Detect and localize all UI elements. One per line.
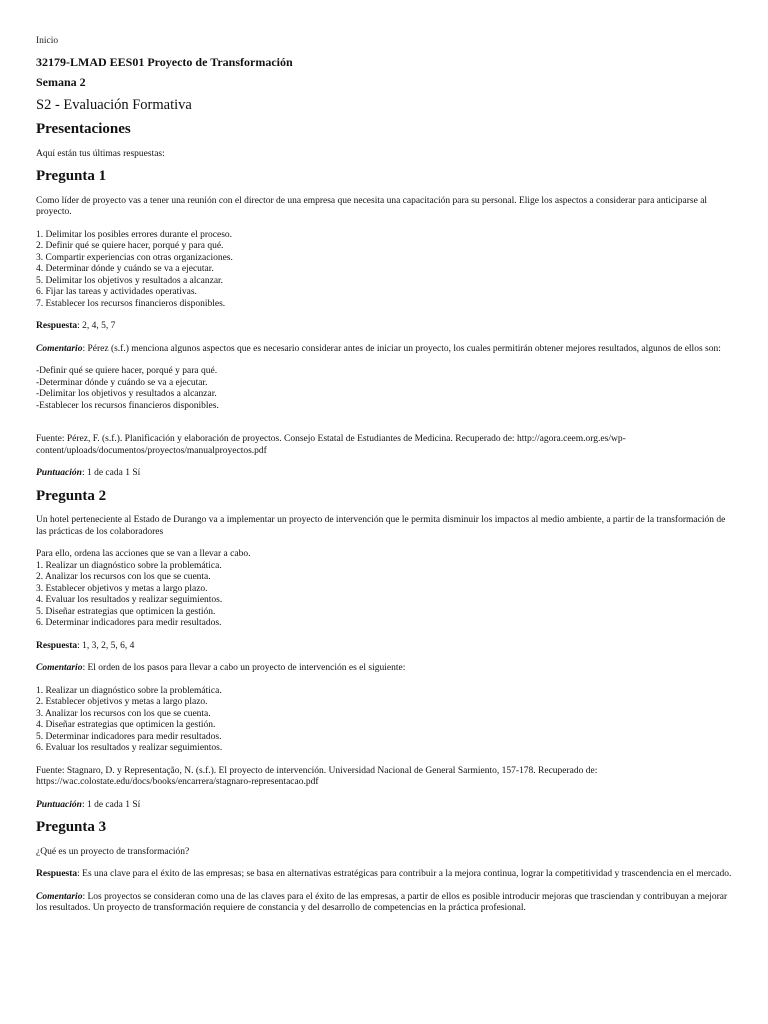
question-2 — [36, 487, 738, 812]
option-item: 2. Analizar los recursos con los que se cuenta. — [36, 572, 211, 582]
question-1-options — [36, 230, 738, 311]
comment-list-item: 4. Diseñar estrategias que optimicen la gestión. — [36, 720, 216, 730]
option-item: 2. Definir qué se quiere hacer, porqué y para qué. — [36, 241, 224, 251]
question-1-score — [36, 468, 738, 480]
breadcrumb-home-link[interactable]: Inicio — [36, 36, 59, 46]
score-label: Puntuación — [36, 468, 82, 478]
answer-label: Respuesta — [36, 640, 78, 651]
question-2-answer — [36, 641, 738, 653]
comment-list-item: -Establecer los recursos financieros disponibles. — [36, 400, 219, 411]
comment-label: Comentario — [36, 343, 83, 354]
question-2-title: Pregunta 2 — [36, 487, 107, 504]
comment-list-item: -Determinar dónde y cuándo se va a ejecutar. — [36, 377, 208, 388]
question-2-prompt: Un hotel perteneciente al Estado de Durango va a implementar un proyecto de intervención que le permita disminuir los impactos al medio ambiente, a partir de la transformación de las prácticas de los colaboradores — [36, 515, 726, 537]
question-2-comment-list — [36, 686, 738, 755]
comment-list-item: 5. Determinar indicadores para medir resultados. — [36, 731, 222, 742]
question-3-comment — [36, 892, 738, 915]
answer-label: Respuesta — [36, 321, 78, 331]
option-item: 6. Fijar las tareas y actividades operativas. — [36, 287, 197, 297]
answer-value: : 1, 3, 2, 5, 6, 4 — [77, 640, 135, 651]
question-2-comment — [36, 663, 738, 675]
comment-list-item: 1. Realizar un diagnóstico sobre la problemática. — [36, 685, 222, 696]
comment-list-item: -Delimitar los objetivos y resultados a alcanzar. — [36, 389, 217, 399]
score-label: Puntuación — [36, 799, 82, 810]
question-1-title: Pregunta 1 — [36, 168, 107, 184]
comment-text: : Los proyectos se consideran como una de las claves para el éxito de las empresas, a partir de ellos es posible introducir mejoras que trasciendan y contribuyan a mejorar los resultados. Un proyecto de transformación requiere de constancia y del desarrollo de competencias en la práctica profesional. — [36, 891, 728, 913]
question-1-comment — [36, 344, 738, 356]
question-1 — [36, 168, 738, 480]
question-1-prompt: Como líder de proyecto vas a tener una reunión con el director de una empresa que necesita una capacitación para su personal. Elige los aspectos a considerar para anticiparse al proyecto. — [36, 195, 708, 217]
breadcrumb — [36, 36, 738, 48]
answer-value: : 2, 4, 5, 7 — [77, 321, 116, 331]
answer-label: Respuesta — [36, 869, 78, 879]
question-2-source: Fuente: Stagnaro, D. y Representação, N. (s.f.). El proyecto de intervención. Universidad Nacional de General Sarmiento, 157-178. Recuperado de: https://wac.colostate.edu/docs/books/encarrera/stagnaro-representacao.pdf — [36, 765, 598, 787]
option-item: 5. Delimitar los objetivos y resultados a alcanzar. — [36, 275, 224, 286]
comment-list-item: 3. Analizar los recursos con los que se cuenta. — [36, 708, 211, 719]
score-value: : 1 de cada 1 Sí — [81, 799, 141, 810]
comment-list-item: -Definir qué se quiere hacer, porqué y para qué. — [36, 366, 218, 376]
question-3-title: Pregunta 3 — [36, 819, 107, 835]
question-1-comment-list — [36, 366, 738, 412]
option-item: 1. Realizar un diagnóstico sobre la problemática. — [36, 560, 222, 571]
activity-title: S2 - Evaluación Formativa — [36, 96, 192, 113]
option-item: 6. Determinar indicadores para medir resultados. — [36, 618, 222, 628]
question-3-prompt: ¿Qué es un proyecto de transformación? — [36, 846, 190, 857]
option-item: 5. Diseñar estrategias que optimicen la gestión. — [36, 606, 216, 617]
comment-label: Comentario — [36, 891, 83, 902]
answer-value: : Es una clave para el éxito de las empresas; se basa en alternativas estratégicas para contribuir a la mejora continua, lograr la competitividad y trascendencia en el mercado. — [77, 869, 732, 879]
comment-text: : Pérez (s.f.) menciona algunos aspectos que es necesario considerar antes de iniciar un proyecto, los cuales permitirán obtener mejores resultados, algunos de ellos son: — [82, 343, 721, 354]
comment-list-item: 2. Establecer objetivos y metas a largo plazo. — [36, 697, 208, 707]
question-2-instruction: Para ello, ordena las acciones que se van a llevar a cabo. — [36, 549, 251, 559]
week-title: Semana 2 — [36, 75, 86, 89]
comment-list-item: 6. Evaluar los resultados y realizar seguimientos. — [36, 743, 223, 753]
question-1-answer — [36, 321, 738, 333]
question-3-answer — [36, 869, 738, 881]
question-1-source: Fuente: Pérez, F. (s.f.). Planificación y elaboración de proyectos. Consejo Estatal de Estudiantes de Medicina. Recuperado de: http://agora.ceem.org.es/wp-content/uploads/documentos/proyectos/manualproyectos.pdf — [36, 434, 626, 456]
question-2-options — [36, 561, 738, 630]
intro-text: Aquí están tus últimas respuestas: — [36, 148, 165, 159]
section-title: Presentaciones — [36, 121, 131, 137]
option-item: 4. Evaluar los resultados y realizar seguimientos. — [36, 595, 223, 605]
course-title: 32179-LMAD EES01 Proyecto de Transformación — [36, 54, 293, 69]
option-item: 3. Compartir experiencias con otras organizaciones. — [36, 252, 233, 263]
option-item: 7. Establecer los recursos financieros disponibles. — [36, 298, 226, 309]
question-2-score — [36, 800, 738, 812]
score-value: : 1 de cada 1 Sí — [81, 468, 141, 478]
question-3 — [36, 819, 738, 915]
option-item: 1. Delimitar los posibles errores durante el proceso. — [36, 229, 233, 240]
option-item: 3. Establecer objetivos y metas a largo plazo. — [36, 583, 208, 594]
comment-label: Comentario — [36, 663, 83, 673]
comment-text: : El orden de los pasos para llevar a cabo un proyecto de intervención es el siguiente: — [82, 663, 406, 673]
option-item: 4. Determinar dónde y cuándo se va a ejecutar. — [36, 264, 214, 274]
